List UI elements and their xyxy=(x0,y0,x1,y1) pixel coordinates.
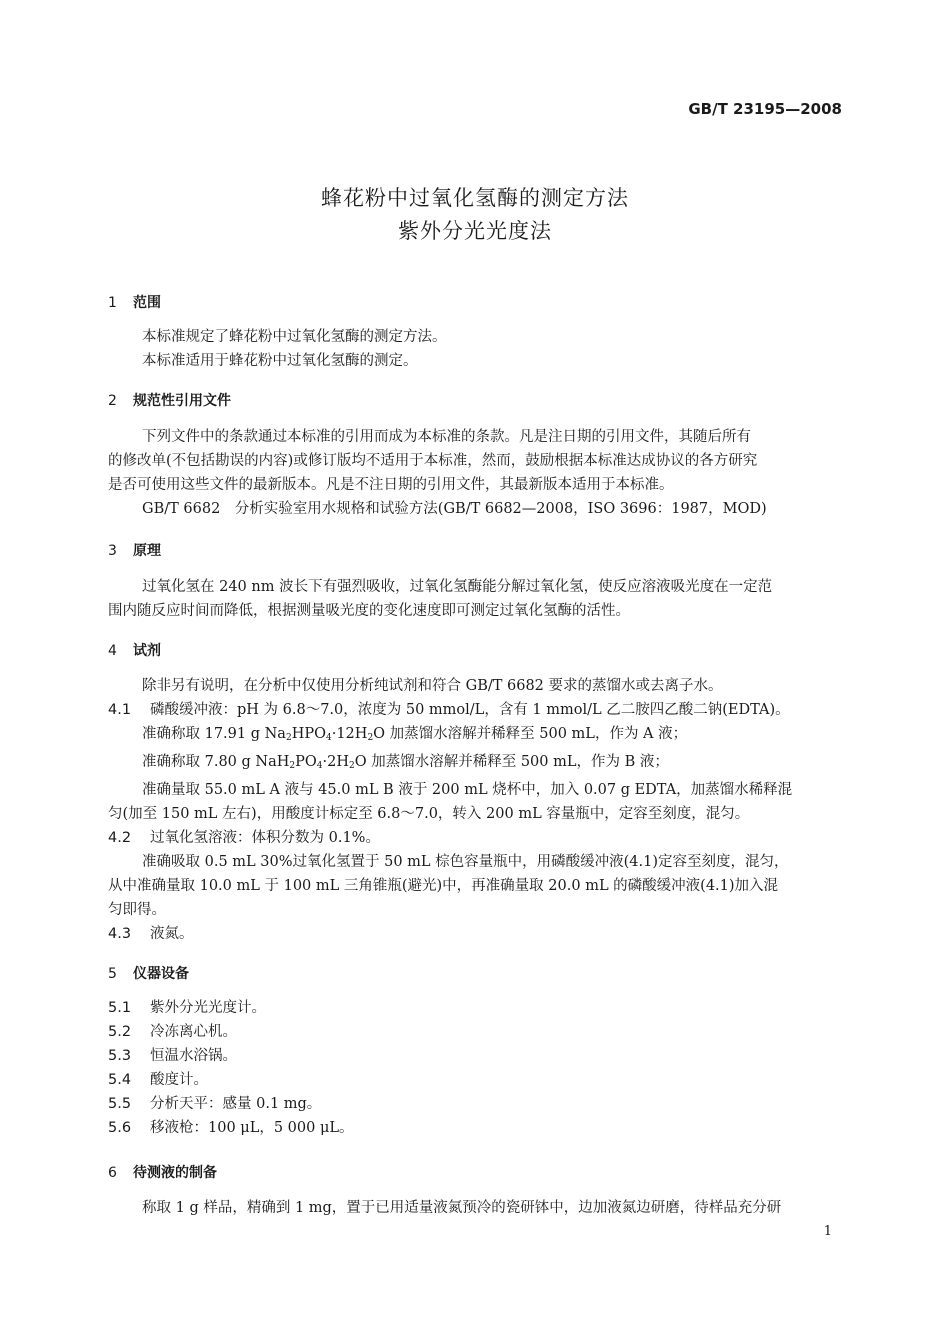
subscript: 2 xyxy=(289,761,296,771)
equipment-item xyxy=(108,1092,843,1116)
reference-entry: GB/T 6682 分析实验室用水规格和试验方法(GB/T 6682—2008，ISO 3696：1987，MOD) xyxy=(142,501,767,517)
section-4-body xyxy=(108,674,843,946)
clause-text: 磷酸缓冲液：pH 为 6.8～7.0，浓度为 50 mmol/L，含有 1 mmol/L 乙二胺四乙酸二钠(EDTA)。 xyxy=(150,702,790,718)
item-text: 恒温水浴锅。 xyxy=(150,1048,237,1064)
text: 准确称取 17.91 g Na xyxy=(142,726,286,742)
section-2-heading xyxy=(108,390,231,410)
subscript: 4 xyxy=(325,733,332,743)
section-2-body xyxy=(108,425,843,521)
document-subtitle: 紫外分光光度法 xyxy=(398,219,552,243)
section-4-heading xyxy=(108,640,161,660)
subscript: 4 xyxy=(316,761,323,771)
section-title: 仪器设备 xyxy=(133,966,189,982)
text-line: 从中准确量取 10.0 mL 于 100 mL 三角锥瓶(避光)中，再准确量取 20.0 mL 的磷酸缓冲液(4.1)加入混 xyxy=(108,878,779,894)
item-text: 酸度计。 xyxy=(150,1072,208,1088)
section-3-body xyxy=(108,575,843,623)
page-number: 1 xyxy=(823,1224,832,1239)
text-line: 准确量取 55.0 mL A 液与 45.0 mL B 液于 200 mL 烧杯中，加入 0.07 g EDTA，加蒸馏水稀释混 xyxy=(142,782,793,798)
clause-4-1 xyxy=(108,698,843,722)
section-6-body xyxy=(108,1196,843,1220)
equipment-item xyxy=(108,996,843,1020)
item-text: 紫外分光光度计。 xyxy=(150,1000,266,1016)
section-1-body xyxy=(108,325,843,373)
section-5-body xyxy=(108,996,843,1140)
item-number: 5.1 xyxy=(108,1000,132,1016)
subscript: 2 xyxy=(285,733,292,743)
text: ·12H xyxy=(331,726,368,742)
clause-number: 4.1 xyxy=(108,702,132,718)
section-number: 1 xyxy=(108,295,117,311)
item-text: 冷冻离心机。 xyxy=(150,1024,237,1040)
section-title: 待测液的制备 xyxy=(133,1165,217,1181)
subscript: 2 xyxy=(348,761,355,771)
section-number: 6 xyxy=(108,1165,117,1181)
solution-b-line xyxy=(108,750,843,778)
text: ·2H xyxy=(322,754,349,770)
text-line: 除非另有说明，在分析中仅使用分析纯试剂和符合 GB/T 6682 要求的蒸馏水或去离子水。 xyxy=(142,678,723,694)
text-line: 是否可使用这些文件的最新版本。凡是不注日期的引用文件，其最新版本适用于本标准。 xyxy=(108,477,674,493)
text: O 加蒸馏水溶解并稀释至 500 mL，作为 B 液； xyxy=(354,754,669,770)
text-line: 的修改单(不包括勘误的内容)或修订版均不适用于本标准，然而，鼓励根据本标准达成协议的各方研究 xyxy=(108,453,758,469)
text-line: 下列文件中的条款通过本标准的引用而成为本标准的条款。凡是注日期的引用文件，其随后所有 xyxy=(142,429,751,445)
text: O 加蒸馏水溶解并稀释至 500 mL，作为 A 液； xyxy=(373,726,688,742)
section-title: 试剂 xyxy=(133,643,161,659)
text-line: 围内随反应时间而降低，根据测量吸光度的变化速度即可测定过氧化氢酶的活性。 xyxy=(108,603,630,619)
clause-4-2 xyxy=(108,826,843,850)
text: HPO xyxy=(291,726,326,742)
paragraph: 本标准规定了蜂花粉中过氧化氢酶的测定方法。 xyxy=(142,329,447,345)
section-5-heading xyxy=(108,963,189,983)
section-number: 2 xyxy=(108,393,117,409)
clause-4-3 xyxy=(108,922,843,946)
clause-number: 4.3 xyxy=(108,926,132,942)
item-number: 5.6 xyxy=(108,1120,132,1136)
section-title: 规范性引用文件 xyxy=(133,393,231,409)
text-line: 匀(加至 150 mL 左右)，用酸度计标定至 6.8～7.0，转入 200 mL 容量瓶中，定容至刻度，混匀。 xyxy=(108,806,750,822)
section-title: 范围 xyxy=(133,295,161,311)
paragraph: 本标准适用于蜂花粉中过氧化氢酶的测定。 xyxy=(142,353,418,369)
clause-text: 液氮。 xyxy=(150,926,194,942)
text-line: 称取 1 g 样品，精确到 1 mg，置于已用适量液氮预冷的瓷研钵中，边加液氮边研磨，待样品充分研 xyxy=(142,1200,782,1216)
equipment-item xyxy=(108,1020,843,1044)
item-text: 分析天平：感量 0.1 mg。 xyxy=(150,1096,322,1112)
text-line: 准确吸取 0.5 mL 30%过氧化氢置于 50 mL 棕色容量瓶中，用磷酸缓冲液(4.1)定容至刻度，混匀， xyxy=(142,854,789,870)
subscript: 2 xyxy=(367,733,374,743)
section-3-heading xyxy=(108,540,161,560)
standard-number: GB/T 23195—2008 xyxy=(688,100,842,118)
equipment-item xyxy=(108,1044,843,1068)
section-1-heading xyxy=(108,292,161,312)
text: 准确称取 7.80 g NaH xyxy=(142,754,290,770)
item-number: 5.4 xyxy=(108,1072,132,1088)
equipment-item xyxy=(108,1068,843,1092)
equipment-item xyxy=(108,1116,843,1140)
section-title: 原理 xyxy=(133,543,161,559)
solution-a-line xyxy=(108,722,843,750)
item-text: 移液枪：100 μL，5 000 μL。 xyxy=(150,1120,354,1136)
text-line: 匀即得。 xyxy=(108,902,166,918)
section-number: 5 xyxy=(108,966,117,982)
document-title: 蜂花粉中过氧化氢酶的测定方法 xyxy=(321,186,629,210)
text: PO xyxy=(295,754,317,770)
text-line: 过氧化氢在 240 nm 波长下有强烈吸收，过氧化氢酶能分解过氧化氢，使反应溶液吸光度在一定范 xyxy=(142,579,773,595)
clause-text: 过氧化氢溶液：体积分数为 0.1%。 xyxy=(150,830,380,846)
clause-number: 4.2 xyxy=(108,830,132,846)
item-number: 5.2 xyxy=(108,1024,132,1040)
item-number: 5.5 xyxy=(108,1096,132,1112)
section-6-heading xyxy=(108,1162,217,1182)
section-number: 4 xyxy=(108,643,117,659)
item-number: 5.3 xyxy=(108,1048,132,1064)
section-number: 3 xyxy=(108,543,117,559)
